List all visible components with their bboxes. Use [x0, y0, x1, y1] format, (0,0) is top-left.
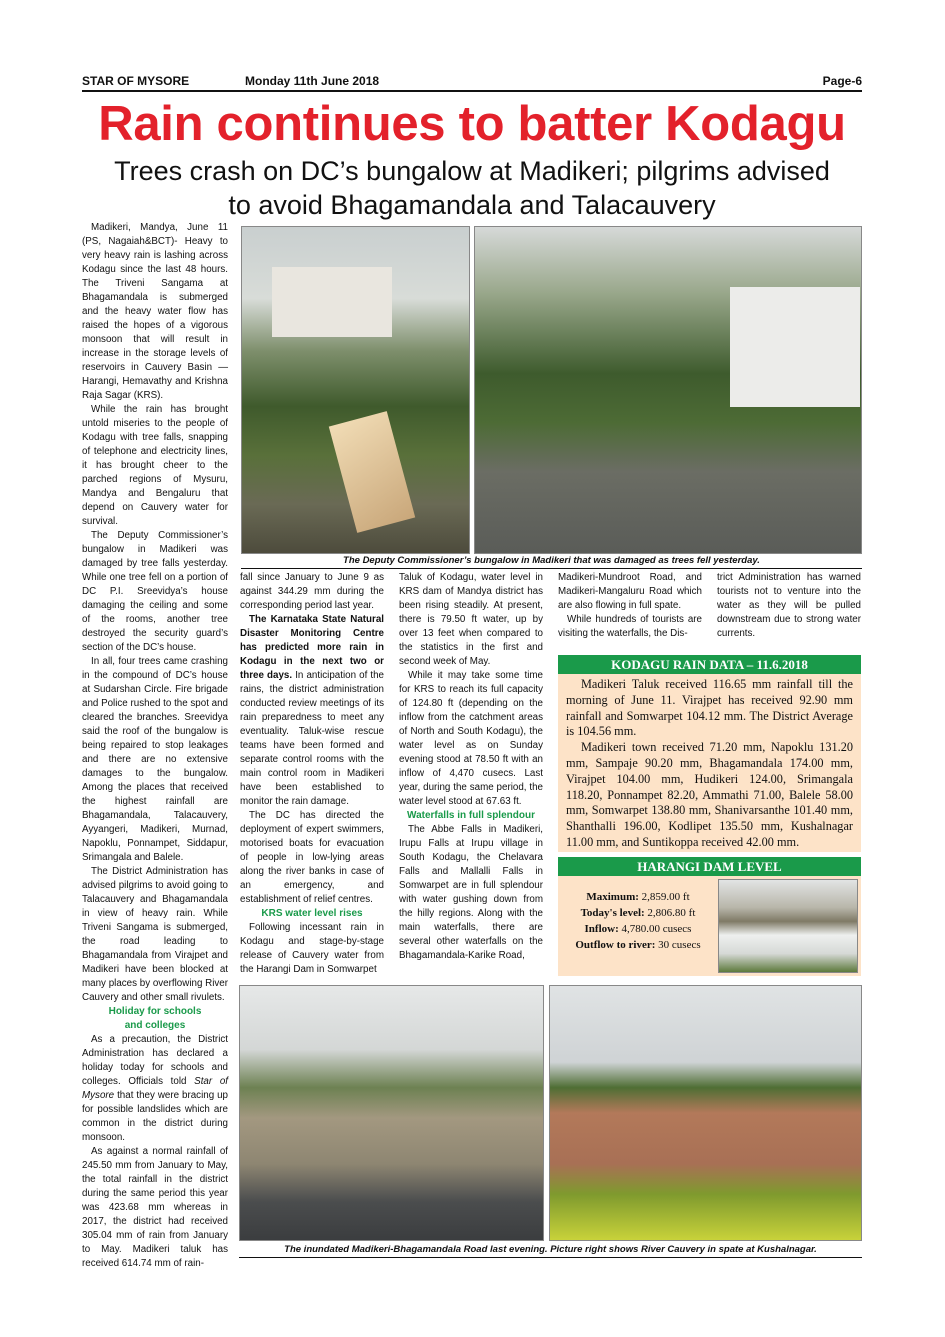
- paragraph: trict Administration has warned tourists not to venture into the water as they will be pulled downstream due to strong water currents.: [717, 572, 861, 639]
- dam-box-title: HARANGI DAM LEVEL: [558, 857, 861, 876]
- paragraph: Madikeri, Mandya, June 11 (PS, Nagaiah&BCT)- Heavy to very heavy rain is lashing across Kodagu since the last 48 hours. The Triveni Sangama at Bhagamandala is submerged and the heavy water flow has raised the hopes of a vigorous monsoon that will result in increase in the storage levels of reservoirs in Cauvery Basin — Harangi, Hemavathy and Krishna Raja Sagar (KRS).: [82, 222, 228, 401]
- dam-stat-inflow: Inflow: 4,780.00 cusecs: [584, 923, 692, 935]
- paragraph: The Karnataka State Natural Disaster Monitoring Centre has predicted more rain in Kodagu in the next two or three days. In anticipation of the rains, the district administration conducted review meetings of its rain preparedness to meet any eventuality. Taluk-wise rescue teams have been formed and separate control rooms with the main control room in Madikeri have been established to monitor the rain damage.: [240, 614, 384, 807]
- article-column-5: [717, 571, 861, 641]
- subheadline: [82, 154, 862, 222]
- paragraph: In all, four trees came crashing in the compound of DC’s house at Sudarshan Circle. Fire brigade and Police rushed to the spot and cleared the branches. Sreevidya said the roof of the bungalow is being repaired to stop leakages and there are no extensive damages to the bungalow. Among the places that received the highest rainfall are Bhagamandala, Talacauvery, Ayyangeri, Madikeri, Murnad, Napoklu, Ponnampet, Siddapur, Srimangala and Balele.: [82, 656, 228, 863]
- masthead-date: Monday 11th June 2018: [245, 74, 380, 88]
- paragraph: Following incessant rain in Kodagu and stage-by-stage release of Cauvery water from the Harangi Dam in Somwarpet: [240, 922, 384, 975]
- section-subhead: KRS water level rises: [261, 908, 363, 919]
- paragraph: Madikeri Taluk received 116.65 mm rainfall till the morning of June 11. Virajpet has received 92.90 mm rainfall and Somwarpet 104.12 mm. The District Average is 104.56 mm.: [566, 677, 853, 739]
- paragraph: Taluk of Kodagu, water level in KRS dam of Mandya district has been rising steadily. At present, there is 79.50 ft water, up by over 13 feet when compared to the statistics in the first and second week of May.: [399, 572, 543, 667]
- paragraph: Madikeri town received 71.20 mm, Napoklu 131.20 mm, Sampaje 90.20 mm, Bhagamandala 174.00 mm, Virajpet 104.00 mm, Hudikeri 124.00, Srimangala 118.20, Ponnampet 82.20, Ammathi 71.00, Balele 58.00 mm, Somwarpet 138.80 mm, Shanivarsanthe 101.40 mm, Shanthalli 196.00, Kodlipet 135.50 mm, Kushalnagar 11.00 mm, and Suntikoppa received 42.00 mm.: [566, 740, 853, 849]
- article-column-3: [399, 571, 543, 963]
- paragraph: The DC has directed the deployment of expert swimmers, motorised boats for evacuation of people in low-lying areas along the river banks in case of an emergency, and establishment of relief centres.: [240, 810, 384, 905]
- paragraph: Madikeri-Mundroot Road, and Madikeri-Mangaluru Road which are also flowing in full spate.: [558, 572, 702, 611]
- article-column-4: [558, 571, 702, 641]
- rain-data-title: KODAGU RAIN DATA – 11.6.2018: [558, 655, 861, 674]
- section-subhead: Holiday for schools and colleges: [108, 1006, 202, 1031]
- paragraph: fall since January to June 9 as against 344.29 mm during the corresponding period last year.: [240, 572, 384, 611]
- headline: Rain continues to batter Kodagu: [98, 97, 846, 151]
- harangi-dam-box: [558, 857, 861, 976]
- photo-fallen-trees-road: [474, 226, 862, 554]
- section-subhead: Waterfalls in full splendour: [407, 810, 535, 821]
- photo-dc-bungalow-fallen-tree: [241, 226, 470, 554]
- photo-harangi-dam: [718, 879, 858, 973]
- dam-stats: [558, 889, 718, 953]
- masthead-paper-name: STAR OF MYSORE: [82, 74, 190, 88]
- subheadline-line: to avoid Bhagamandala and Talacauvery: [228, 190, 716, 220]
- rain-data-box: [558, 655, 861, 852]
- subheadline-line: Trees crash on DC’s bungalow at Madikeri; pilgrims advised: [114, 156, 830, 186]
- paragraph: The Deputy Commissioner’s bungalow in Madikeri was damaged by tree falls yesterday. While one tree fell on a portion of DC P.I. Sreevidya’s house damaging the ceiling and some of the rooms, another tree destroyed the security guard’s section of the DC’s house.: [82, 530, 228, 653]
- photo-river-cauvery-spate: [549, 985, 862, 1241]
- caption-rule: [239, 1257, 862, 1258]
- article-column-1: [82, 221, 228, 1271]
- dam-stat-maximum: Maximum: 2,859.00 ft: [586, 891, 690, 903]
- dam-stat-outflow: Outflow to river: 30 cusecs: [575, 939, 701, 951]
- paragraph: The District Administration has advised pilgrims to avoid going to Talacauvery and Bhagamandala in view of heavy rain. While Triveni Sangama is submerged, the road leading to Bhagamandala from Virajpet and Madikeri have been blocked at many places by overflowing River Cauvery and other small rivulets.: [82, 866, 228, 1003]
- page-number: Page-6: [822, 74, 862, 88]
- paragraph: While it may take some time for KRS to reach its full capacity of 124.80 ft (depending on the inflow from the catchment areas of North and South Kodagu), the water level as on Sunday evening stood at 78.50 ft with an inflow of 4,470 cusecs. Last year, during the same period, the water level stood at 67.63 ft.: [399, 670, 543, 807]
- paragraph: As against a normal rainfall of 245.50 mm from January to May, the total rainfall in the district during the same period this year was 423.68 mm whereas in 2017, the district had received 305.04 mm of rain from January to May. Madikeri taluk has received 614.74 mm of rain-: [82, 1146, 228, 1269]
- header-rule: [82, 90, 862, 92]
- paragraph: As a precaution, the District Administration has declared a holiday today for schools and colleges. Officials told Star of Mysore that they were bracing up for possible landslides which are common in the district during monsoon.: [82, 1034, 228, 1143]
- article-column-2: [240, 571, 384, 977]
- dam-stat-today-level: Today's level: 2,806.80 ft: [580, 907, 696, 919]
- photo-inundated-road: [239, 985, 544, 1241]
- caption-rule: [241, 568, 862, 569]
- paragraph: The Abbe Falls in Madikeri, Irupu Falls at Irupu village in South Kodagu, the Chelavara Falls and Mallalli Falls in Somwarpet are in full splendour with water gushing down from the hilly regions. Along with the main waterfalls, there are several other waterfalls on the Bhagamandala-Karike Road,: [399, 824, 543, 961]
- photo-caption: The inundated Madikeri-Bhagamandala Road last evening. Picture right shows River Cauvery in spate at Kushalnagar.: [284, 1244, 817, 1255]
- paragraph: While the rain has brought untold miseries to the people of Kodagu with tree falls, snapping of telephone and electricity lines, it has brought cheer to the parched regions of Mysuru, Mandya and Bengaluru that depend on Cauvery water for survival.: [82, 404, 228, 527]
- photo-caption: The Deputy Commissioner’s bungalow in Madikeri that was damaged as trees fell yesterday.: [343, 555, 760, 566]
- paragraph: While hundreds of tourists are visiting the waterfalls, the Dis-: [558, 614, 702, 639]
